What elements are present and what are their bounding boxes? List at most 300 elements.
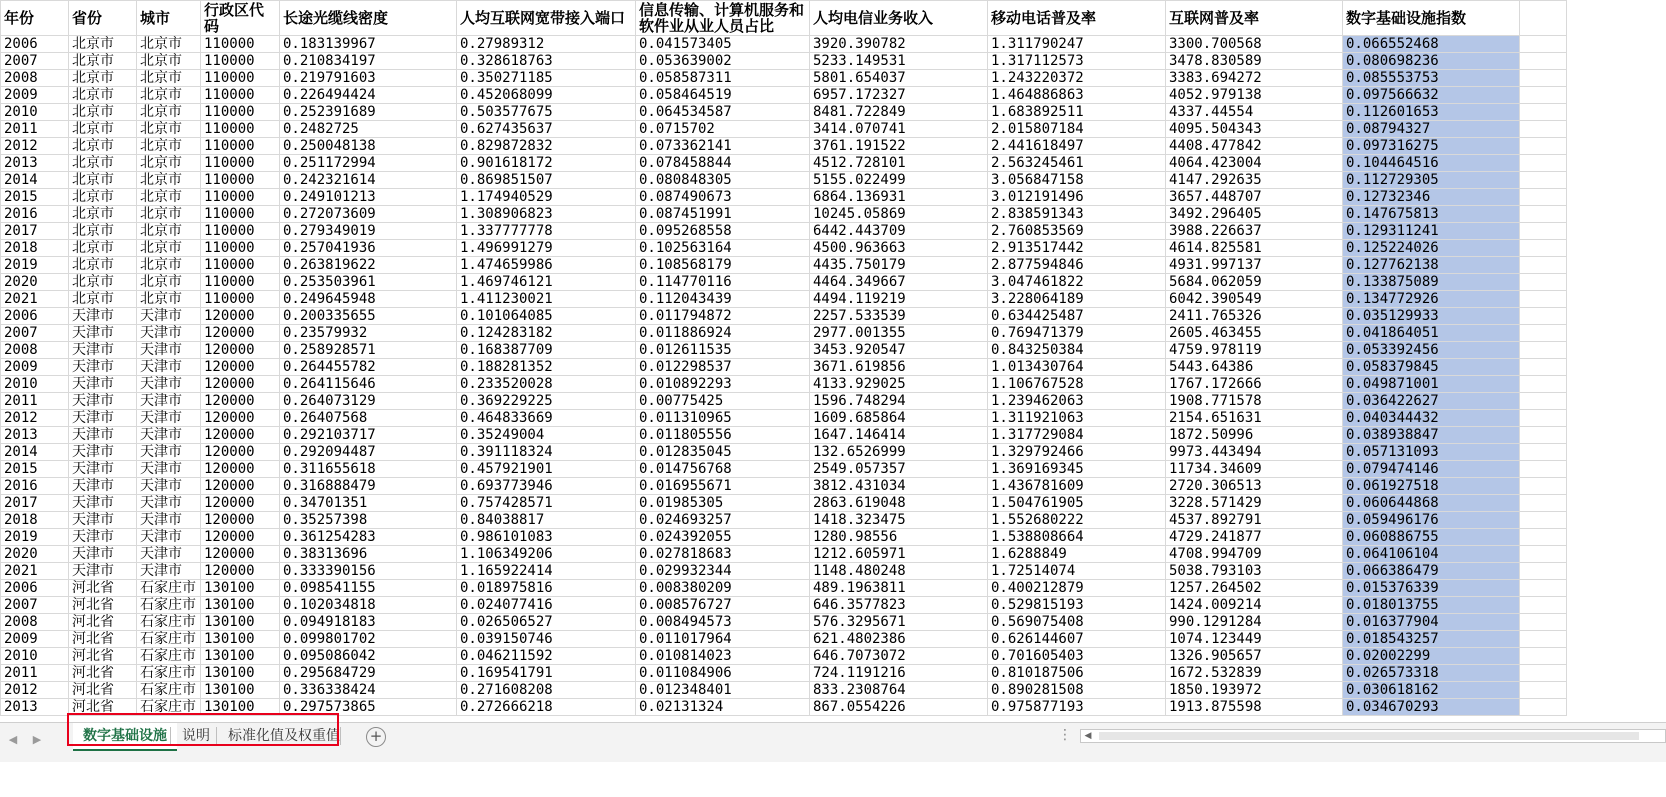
cell[interactable]: 0.01985305 <box>636 495 810 512</box>
cell[interactable]: 0.010814023 <box>636 648 810 665</box>
cell[interactable]: 0.464833669 <box>457 410 636 427</box>
cell[interactable]: 1.013430764 <box>988 359 1166 376</box>
cell[interactable]: 1.311921063 <box>988 410 1166 427</box>
cell[interactable]: 0.35257398 <box>280 512 457 529</box>
cell[interactable]: 天津市 <box>137 495 201 512</box>
cell[interactable]: 130100 <box>201 648 280 665</box>
cell[interactable]: 110000 <box>201 172 280 189</box>
cell[interactable]: 0.569075408 <box>988 614 1166 631</box>
cell[interactable]: 2009 <box>1 87 69 104</box>
cell[interactable]: 天津市 <box>137 563 201 580</box>
cell[interactable]: 0.049871001 <box>1343 376 1520 393</box>
cell[interactable]: 4729.241877 <box>1166 529 1343 546</box>
cell[interactable]: 3228.571429 <box>1166 495 1343 512</box>
cell[interactable]: 0.336338424 <box>280 682 457 699</box>
cell[interactable]: 120000 <box>201 376 280 393</box>
cell[interactable]: 2021 <box>1 563 69 580</box>
cell[interactable]: 1609.685864 <box>810 410 988 427</box>
cell[interactable]: 0.350271185 <box>457 70 636 87</box>
cell[interactable]: 北京市 <box>137 138 201 155</box>
cell[interactable]: 120000 <box>201 325 280 342</box>
cell[interactable]: 0.027818683 <box>636 546 810 563</box>
cell[interactable]: 4133.929025 <box>810 376 988 393</box>
cell[interactable]: 1418.323475 <box>810 512 988 529</box>
cell[interactable]: 0.097566632 <box>1343 87 1520 104</box>
cell[interactable]: 8481.722849 <box>810 104 988 121</box>
cell[interactable]: 110000 <box>201 257 280 274</box>
empty-cell[interactable] <box>1520 682 1567 699</box>
cell[interactable]: 0.064534587 <box>636 104 810 121</box>
cell[interactable]: 0.124283182 <box>457 325 636 342</box>
cell[interactable]: 1326.905657 <box>1166 648 1343 665</box>
empty-cell[interactable] <box>1520 376 1567 393</box>
cell[interactable]: 0.02131324 <box>636 699 810 716</box>
cell[interactable]: 0.503577675 <box>457 104 636 121</box>
cell[interactable]: 0.295684729 <box>280 665 457 682</box>
cell[interactable]: 1672.532839 <box>1166 665 1343 682</box>
cell[interactable]: 0.00775425 <box>636 393 810 410</box>
cell[interactable]: 2018 <box>1 240 69 257</box>
cell[interactable]: 0.869851507 <box>457 172 636 189</box>
add-sheet-button[interactable]: + <box>366 727 386 747</box>
cell[interactable]: 天津市 <box>137 427 201 444</box>
cell[interactable]: 0.125224026 <box>1343 240 1520 257</box>
cell[interactable]: 0.016955671 <box>636 478 810 495</box>
cell[interactable]: 北京市 <box>69 172 137 189</box>
cell[interactable]: 646.7073072 <box>810 648 988 665</box>
cell[interactable]: 2016 <box>1 478 69 495</box>
cell[interactable]: 0.242321614 <box>280 172 457 189</box>
cell[interactable]: 2.838591343 <box>988 206 1166 223</box>
cell[interactable]: 130100 <box>201 665 280 682</box>
cell[interactable]: 1.243220372 <box>988 70 1166 87</box>
cell[interactable]: 天津市 <box>69 359 137 376</box>
cell[interactable]: 0.016377904 <box>1343 614 1520 631</box>
empty-cell[interactable] <box>1520 512 1567 529</box>
cell[interactable]: 6957.172327 <box>810 87 988 104</box>
cell[interactable]: 0.12732346 <box>1343 189 1520 206</box>
cell[interactable]: 0.257041936 <box>280 240 457 257</box>
cell[interactable]: 120000 <box>201 495 280 512</box>
cell[interactable]: 0.029932344 <box>636 563 810 580</box>
cell[interactable]: 0.008380209 <box>636 580 810 597</box>
cell[interactable]: 110000 <box>201 138 280 155</box>
empty-cell[interactable] <box>1520 461 1567 478</box>
cell[interactable]: 0.060644868 <box>1343 495 1520 512</box>
cell[interactable]: 0.011886924 <box>636 325 810 342</box>
cell[interactable]: 0.059496176 <box>1343 512 1520 529</box>
cell[interactable]: 0.38313696 <box>280 546 457 563</box>
cell[interactable]: 867.0554226 <box>810 699 988 716</box>
cell[interactable]: 0.210834197 <box>280 53 457 70</box>
column-header[interactable]: 长途光缆线密度 <box>280 1 457 36</box>
cell[interactable]: 0.183139967 <box>280 36 457 53</box>
cell[interactable]: 4512.728101 <box>810 155 988 172</box>
cell[interactable]: 4052.979138 <box>1166 87 1343 104</box>
cell[interactable]: 0.112601653 <box>1343 104 1520 121</box>
empty-cell[interactable] <box>1520 393 1567 410</box>
cell[interactable]: 0.35249004 <box>457 427 636 444</box>
column-header[interactable]: 移动电话普及率 <box>988 1 1166 36</box>
empty-cell[interactable] <box>1520 665 1567 682</box>
cell[interactable]: 6864.136931 <box>810 189 988 206</box>
empty-cell[interactable] <box>1520 648 1567 665</box>
empty-cell[interactable] <box>1520 631 1567 648</box>
cell[interactable]: 石家庄市 <box>137 614 201 631</box>
cell[interactable]: 0.079474146 <box>1343 461 1520 478</box>
cell[interactable]: 110000 <box>201 70 280 87</box>
cell[interactable]: 0.279349019 <box>280 223 457 240</box>
cell[interactable]: 0.024392055 <box>636 529 810 546</box>
cell[interactable]: 石家庄市 <box>137 597 201 614</box>
cell[interactable]: 6442.443709 <box>810 223 988 240</box>
cell[interactable]: 5684.062059 <box>1166 274 1343 291</box>
cell[interactable]: 0.263819622 <box>280 257 457 274</box>
cell[interactable]: 0.890281508 <box>988 682 1166 699</box>
cell[interactable]: 120000 <box>201 393 280 410</box>
cell[interactable]: 2011 <box>1 393 69 410</box>
cell[interactable]: 3920.390782 <box>810 36 988 53</box>
cell[interactable]: 2021 <box>1 291 69 308</box>
cell[interactable]: 0.097316275 <box>1343 138 1520 155</box>
cell[interactable]: 0.095268558 <box>636 223 810 240</box>
cell[interactable]: 2008 <box>1 614 69 631</box>
empty-cell[interactable] <box>1520 529 1567 546</box>
cell[interactable]: 724.1191216 <box>810 665 988 682</box>
cell[interactable]: 北京市 <box>69 189 137 206</box>
cell[interactable]: 天津市 <box>137 325 201 342</box>
cell[interactable]: 120000 <box>201 478 280 495</box>
cell[interactable]: 120000 <box>201 308 280 325</box>
cell[interactable]: 0.108568179 <box>636 257 810 274</box>
tab-sheet-digital-infrastructure[interactable]: 数字基础设施 <box>73 723 177 751</box>
cell[interactable]: 2.877594846 <box>988 257 1166 274</box>
empty-cell[interactable] <box>1520 70 1567 87</box>
cell[interactable]: 0.333390156 <box>280 563 457 580</box>
cell[interactable]: 河北省 <box>69 614 137 631</box>
cell[interactable]: 2017 <box>1 495 69 512</box>
cell[interactable]: 0.400212879 <box>988 580 1166 597</box>
cell[interactable]: 天津市 <box>137 359 201 376</box>
cell[interactable]: 北京市 <box>69 121 137 138</box>
cell[interactable]: 0.018975816 <box>457 580 636 597</box>
tab-options-icon[interactable]: ⋮ <box>1058 727 1073 743</box>
cell[interactable]: 北京市 <box>137 70 201 87</box>
cell[interactable]: 2018 <box>1 512 69 529</box>
cell[interactable]: 2863.619048 <box>810 495 988 512</box>
cell[interactable]: 3492.296405 <box>1166 206 1343 223</box>
empty-cell[interactable] <box>1520 121 1567 138</box>
cell[interactable]: 2007 <box>1 325 69 342</box>
cell[interactable]: 0.264115646 <box>280 376 457 393</box>
cell[interactable]: 天津市 <box>137 461 201 478</box>
prev-sheet-icon[interactable]: ◀ <box>8 733 18 746</box>
cell[interactable]: 0.626144607 <box>988 631 1166 648</box>
cell[interactable]: 1.683892511 <box>988 104 1166 121</box>
cell[interactable]: 0.391118324 <box>457 444 636 461</box>
cell[interactable]: 990.1291284 <box>1166 614 1343 631</box>
cell[interactable]: 2012 <box>1 138 69 155</box>
cell[interactable]: 110000 <box>201 240 280 257</box>
empty-cell[interactable] <box>1520 240 1567 257</box>
cell[interactable]: 2014 <box>1 172 69 189</box>
cell[interactable]: 天津市 <box>137 308 201 325</box>
cell[interactable]: 4064.423004 <box>1166 155 1343 172</box>
cell[interactable]: 120000 <box>201 359 280 376</box>
cell[interactable]: 天津市 <box>69 410 137 427</box>
tab-sheet-notes[interactable]: 说明 <box>182 728 210 744</box>
cell[interactable]: 1872.50996 <box>1166 427 1343 444</box>
cell[interactable]: 2006 <box>1 36 69 53</box>
empty-cell[interactable] <box>1520 563 1567 580</box>
cell[interactable]: 2017 <box>1 223 69 240</box>
cell[interactable]: 1212.605971 <box>810 546 988 563</box>
cell[interactable]: 0.094918183 <box>280 614 457 631</box>
cell[interactable]: 120000 <box>201 461 280 478</box>
cell[interactable]: 0.264455782 <box>280 359 457 376</box>
cell[interactable]: 1.464886863 <box>988 87 1166 104</box>
cell[interactable]: 天津市 <box>137 342 201 359</box>
cell[interactable]: 130100 <box>201 699 280 716</box>
cell[interactable]: 2015 <box>1 189 69 206</box>
empty-cell[interactable] <box>1520 53 1567 70</box>
cell[interactable]: 110000 <box>201 189 280 206</box>
cell[interactable]: 0.008494573 <box>636 614 810 631</box>
cell[interactable]: 110000 <box>201 274 280 291</box>
empty-cell[interactable] <box>1520 172 1567 189</box>
cell[interactable]: 2012 <box>1 682 69 699</box>
cell[interactable]: 0.058379845 <box>1343 359 1520 376</box>
cell[interactable]: 2977.001355 <box>810 325 988 342</box>
cell[interactable]: 1767.172666 <box>1166 376 1343 393</box>
column-header[interactable]: 互联网普及率 <box>1166 1 1343 36</box>
empty-cell[interactable] <box>1520 87 1567 104</box>
cell[interactable]: 1913.875598 <box>1166 699 1343 716</box>
cell[interactable]: 1.239462063 <box>988 393 1166 410</box>
cell[interactable]: 0.226494424 <box>280 87 457 104</box>
cell[interactable]: 0.272666218 <box>457 699 636 716</box>
cell[interactable]: 2015 <box>1 461 69 478</box>
empty-cell[interactable] <box>1520 1 1567 36</box>
cell[interactable]: 0.014756768 <box>636 461 810 478</box>
cell[interactable]: 0.233520028 <box>457 376 636 393</box>
empty-cell[interactable] <box>1520 580 1567 597</box>
cell[interactable]: 北京市 <box>137 87 201 104</box>
empty-cell[interactable] <box>1520 291 1567 308</box>
cell[interactable]: 2016 <box>1 206 69 223</box>
empty-cell[interactable] <box>1520 444 1567 461</box>
column-header[interactable]: 人均互联网宽带接入端口 <box>457 1 636 36</box>
cell[interactable]: 2008 <box>1 70 69 87</box>
cell[interactable]: 北京市 <box>137 257 201 274</box>
cell[interactable]: 120000 <box>201 410 280 427</box>
column-header[interactable]: 年份 <box>1 1 69 36</box>
cell[interactable]: 120000 <box>201 563 280 580</box>
cell[interactable]: 0.757428571 <box>457 495 636 512</box>
cell[interactable]: 0.292094487 <box>280 444 457 461</box>
tab-sheet-standardized-weights[interactable]: 标准化值及权重值 <box>228 728 340 744</box>
cell[interactable]: 2012 <box>1 410 69 427</box>
cell[interactable]: 0.011805556 <box>636 427 810 444</box>
cell[interactable]: 3657.448707 <box>1166 189 1343 206</box>
cell[interactable]: 1.329792466 <box>988 444 1166 461</box>
cell[interactable]: 1.174940529 <box>457 189 636 206</box>
cell[interactable]: 1424.009214 <box>1166 597 1343 614</box>
cell[interactable]: 0.986101083 <box>457 529 636 546</box>
cell[interactable]: 0.34701351 <box>280 495 457 512</box>
cell[interactable]: 5038.793103 <box>1166 563 1343 580</box>
cell[interactable]: 110000 <box>201 155 280 172</box>
cell[interactable]: 0.252391689 <box>280 104 457 121</box>
cell[interactable]: 天津市 <box>137 512 201 529</box>
cell[interactable]: 0.901618172 <box>457 155 636 172</box>
cell[interactable]: 天津市 <box>69 529 137 546</box>
cell[interactable]: 110000 <box>201 121 280 138</box>
cell[interactable]: 北京市 <box>137 172 201 189</box>
cell[interactable]: 0.101064085 <box>457 308 636 325</box>
cell[interactable]: 0.369229225 <box>457 393 636 410</box>
cell[interactable]: 0.271608208 <box>457 682 636 699</box>
cell[interactable]: 0.169541791 <box>457 665 636 682</box>
cell[interactable]: 2007 <box>1 597 69 614</box>
cell[interactable]: 天津市 <box>69 563 137 580</box>
cell[interactable]: 4095.504343 <box>1166 121 1343 138</box>
cell[interactable]: 0.452068099 <box>457 87 636 104</box>
cell[interactable]: 石家庄市 <box>137 699 201 716</box>
cell[interactable]: 3478.830589 <box>1166 53 1343 70</box>
empty-cell[interactable] <box>1520 410 1567 427</box>
cell[interactable]: 天津市 <box>69 478 137 495</box>
empty-cell[interactable] <box>1520 597 1567 614</box>
cell[interactable]: 北京市 <box>69 87 137 104</box>
cell[interactable]: 4147.292635 <box>1166 172 1343 189</box>
cell[interactable]: 0.829872832 <box>457 138 636 155</box>
empty-cell[interactable] <box>1520 478 1567 495</box>
cell[interactable]: 1.337777778 <box>457 223 636 240</box>
cell[interactable]: 0.034670293 <box>1343 699 1520 716</box>
empty-cell[interactable] <box>1520 36 1567 53</box>
cell[interactable]: 4500.963663 <box>810 240 988 257</box>
cell[interactable]: 0.84038817 <box>457 512 636 529</box>
cell[interactable]: 2411.765326 <box>1166 308 1343 325</box>
cell[interactable]: 天津市 <box>69 512 137 529</box>
cell[interactable]: 2154.651631 <box>1166 410 1343 427</box>
cell[interactable]: 2014 <box>1 444 69 461</box>
next-sheet-icon[interactable]: ▶ <box>32 733 42 746</box>
cell[interactable]: 北京市 <box>69 104 137 121</box>
cell[interactable]: 5233.149531 <box>810 53 988 70</box>
cell[interactable]: 2.015807184 <box>988 121 1166 138</box>
cell[interactable]: 3.056847158 <box>988 172 1166 189</box>
cell[interactable]: 1.369169345 <box>988 461 1166 478</box>
cell[interactable]: 9973.443494 <box>1166 444 1343 461</box>
cell[interactable]: 0.843250384 <box>988 342 1166 359</box>
cell[interactable]: 4494.119219 <box>810 291 988 308</box>
cell[interactable]: 1.106767528 <box>988 376 1166 393</box>
cell[interactable]: 1908.771578 <box>1166 393 1343 410</box>
cell[interactable]: 4537.892791 <box>1166 512 1343 529</box>
cell[interactable]: 0.27989312 <box>457 36 636 53</box>
cell[interactable]: 北京市 <box>69 240 137 257</box>
cell[interactable]: 河北省 <box>69 665 137 682</box>
cell[interactable]: 4759.978119 <box>1166 342 1343 359</box>
cell[interactable]: 1.165922414 <box>457 563 636 580</box>
cell[interactable]: 2009 <box>1 631 69 648</box>
empty-cell[interactable] <box>1520 257 1567 274</box>
cell[interactable]: 北京市 <box>69 70 137 87</box>
cell[interactable]: 0.297573865 <box>280 699 457 716</box>
cell[interactable]: 0.080698236 <box>1343 53 1520 70</box>
cell[interactable]: 0.024693257 <box>636 512 810 529</box>
empty-cell[interactable] <box>1520 427 1567 444</box>
cell[interactable]: 0.060886755 <box>1343 529 1520 546</box>
cell[interactable]: 0.095086042 <box>280 648 457 665</box>
column-header[interactable]: 城市 <box>137 1 201 36</box>
cell[interactable]: 天津市 <box>69 325 137 342</box>
cell[interactable]: 3671.619856 <box>810 359 988 376</box>
cell[interactable]: 130100 <box>201 631 280 648</box>
empty-cell[interactable] <box>1520 342 1567 359</box>
cell[interactable]: 0.249645948 <box>280 291 457 308</box>
cell[interactable]: 天津市 <box>137 444 201 461</box>
cell[interactable]: 0.104464516 <box>1343 155 1520 172</box>
cell[interactable]: 河北省 <box>69 699 137 716</box>
cell[interactable]: 北京市 <box>137 206 201 223</box>
cell[interactable]: 天津市 <box>137 546 201 563</box>
cell[interactable]: 0.018543257 <box>1343 631 1520 648</box>
cell[interactable]: 11734.34609 <box>1166 461 1343 478</box>
cell[interactable]: 0.129311241 <box>1343 223 1520 240</box>
cell[interactable]: 0.011017964 <box>636 631 810 648</box>
cell[interactable]: 1074.123449 <box>1166 631 1343 648</box>
cell[interactable]: 6042.390549 <box>1166 291 1343 308</box>
cell[interactable]: 2010 <box>1 648 69 665</box>
cell[interactable]: 3.228064189 <box>988 291 1166 308</box>
cell[interactable]: 0.249101213 <box>280 189 457 206</box>
cell[interactable]: 3812.431034 <box>810 478 988 495</box>
cell[interactable]: 2007 <box>1 53 69 70</box>
cell[interactable]: 0.058587311 <box>636 70 810 87</box>
cell[interactable]: 5801.654037 <box>810 70 988 87</box>
cell[interactable]: 北京市 <box>137 189 201 206</box>
cell[interactable]: 1.496991279 <box>457 240 636 257</box>
cell[interactable]: 1.72514074 <box>988 563 1166 580</box>
cell[interactable]: 0.529815193 <box>988 597 1166 614</box>
cell[interactable]: 2008 <box>1 342 69 359</box>
cell[interactable]: 河北省 <box>69 648 137 665</box>
cell[interactable]: 120000 <box>201 512 280 529</box>
empty-cell[interactable] <box>1520 699 1567 716</box>
cell[interactable]: 130100 <box>201 597 280 614</box>
cell[interactable]: 0.012298537 <box>636 359 810 376</box>
cell[interactable]: 132.6526999 <box>810 444 988 461</box>
cell[interactable]: 0.634425487 <box>988 308 1166 325</box>
cell[interactable]: 0.012348401 <box>636 682 810 699</box>
cell[interactable]: 北京市 <box>137 291 201 308</box>
cell[interactable]: 0.810187506 <box>988 665 1166 682</box>
cell[interactable]: 0.078458844 <box>636 155 810 172</box>
cell[interactable]: 0.057131093 <box>1343 444 1520 461</box>
cell[interactable]: 0.024077416 <box>457 597 636 614</box>
cell[interactable]: 0.053639002 <box>636 53 810 70</box>
cell[interactable]: 110000 <box>201 53 280 70</box>
cell[interactable]: 2.441618497 <box>988 138 1166 155</box>
cell[interactable]: 0.087490673 <box>636 189 810 206</box>
empty-cell[interactable] <box>1520 614 1567 631</box>
cell[interactable]: 北京市 <box>137 104 201 121</box>
empty-cell[interactable] <box>1520 359 1567 376</box>
cell[interactable]: 1.411230021 <box>457 291 636 308</box>
